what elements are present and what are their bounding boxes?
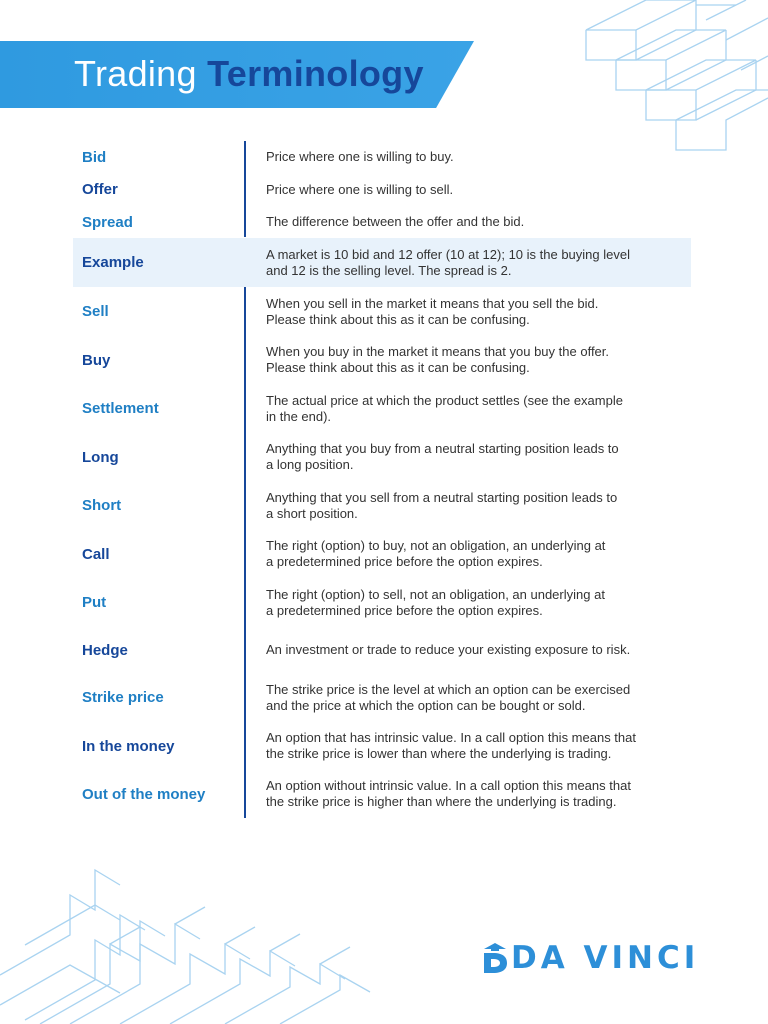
glossary-term: Offer bbox=[82, 181, 118, 198]
glossary-term: Hedge bbox=[82, 641, 128, 659]
glossary-definition: When you sell in the market it means that you sell the bid. Please think about this as it can be confusing. bbox=[266, 295, 599, 327]
glossary-term: Buy bbox=[82, 351, 111, 369]
glossary-term: Long bbox=[82, 448, 119, 466]
glossary-row bbox=[0, 173, 768, 206]
glossary-definition: Anything that you sell from a neutral starting position leads to a short position. bbox=[266, 489, 618, 521]
glossary-term: Example bbox=[82, 254, 144, 271]
glossary-definition: The difference between the offer and the bid. bbox=[266, 214, 525, 229]
isometric-arrows-decoration-top bbox=[576, 0, 768, 160]
glossary-term: Strike price bbox=[82, 689, 164, 706]
glossary-definition: The right (option) to buy, not an obligation, an underlying at a predetermined price before the option expires. bbox=[266, 538, 606, 569]
davinci-arrow-icon bbox=[481, 943, 509, 973]
glossary-definition: Anything that you buy from a neutral starting position leads to a long position. bbox=[266, 441, 619, 472]
glossary-row-example bbox=[0, 238, 768, 287]
glossary-row bbox=[0, 578, 768, 627]
logo-text: DA VINCI bbox=[511, 940, 700, 976]
glossary-row bbox=[0, 770, 768, 818]
glossary-term: Short bbox=[82, 497, 122, 514]
glossary-term: Settlement bbox=[82, 400, 159, 417]
glossary-row bbox=[0, 481, 768, 530]
glossary-row bbox=[0, 384, 768, 433]
glossary-row bbox=[0, 433, 768, 481]
glossary-definition: An investment or trade to reduce your existing exposure to risk. bbox=[266, 642, 631, 657]
glossary-term: Bid bbox=[82, 148, 107, 166]
isometric-arrows-decoration-bottom bbox=[0, 855, 380, 1024]
glossary-term: Put bbox=[82, 594, 107, 611]
glossary-definition: An option without intrinsic value. In a call option this means that the strike price is higher than where the underlying is trading. bbox=[266, 778, 631, 809]
glossary-definition: An option that has intrinsic value. In a call option this means that the strike price is lower than where the underlying is trading. bbox=[266, 730, 636, 761]
glossary-row bbox=[0, 673, 768, 722]
glossary-definition: A market is 10 bid and 12 offer (10 at 12); 10 is the buying level and 12 is the selling level. The spread is 2. bbox=[266, 246, 630, 278]
glossary-definition: The actual price at which the product settles (see the example in the end). bbox=[266, 392, 623, 424]
glossary-row bbox=[0, 206, 768, 238]
davinci-logo bbox=[481, 940, 699, 976]
page-title bbox=[74, 53, 424, 95]
glossary-row bbox=[0, 722, 768, 770]
title-part-terminology: Terminology bbox=[207, 53, 424, 94]
glossary-definition: The right (option) to sell, not an obligation, an underlying at a predetermined price before the option expires. bbox=[266, 586, 605, 618]
glossary-term: Out of the money bbox=[82, 785, 206, 803]
glossary-row bbox=[0, 530, 768, 578]
glossary-row bbox=[0, 141, 768, 173]
glossary-definition: When you buy in the market it means that you buy the offer. Please think about this as it can be confusing. bbox=[266, 344, 610, 375]
glossary-row bbox=[0, 287, 768, 336]
glossary-term: Spread bbox=[82, 213, 133, 231]
glossary-term: In the money bbox=[82, 737, 175, 755]
glossary-term: Sell bbox=[82, 303, 109, 320]
title-part-trading: Trading bbox=[74, 53, 197, 94]
glossary-row bbox=[0, 336, 768, 384]
glossary-definition: The strike price is the level at which an option can be exercised and the price at which the option can be bought or sold. bbox=[266, 681, 631, 713]
glossary-term: Call bbox=[82, 545, 110, 563]
glossary-definition: Price where one is willing to sell. bbox=[266, 181, 454, 197]
glossary-row bbox=[0, 627, 768, 673]
glossary-definition: Price where one is willing to buy. bbox=[266, 149, 454, 164]
